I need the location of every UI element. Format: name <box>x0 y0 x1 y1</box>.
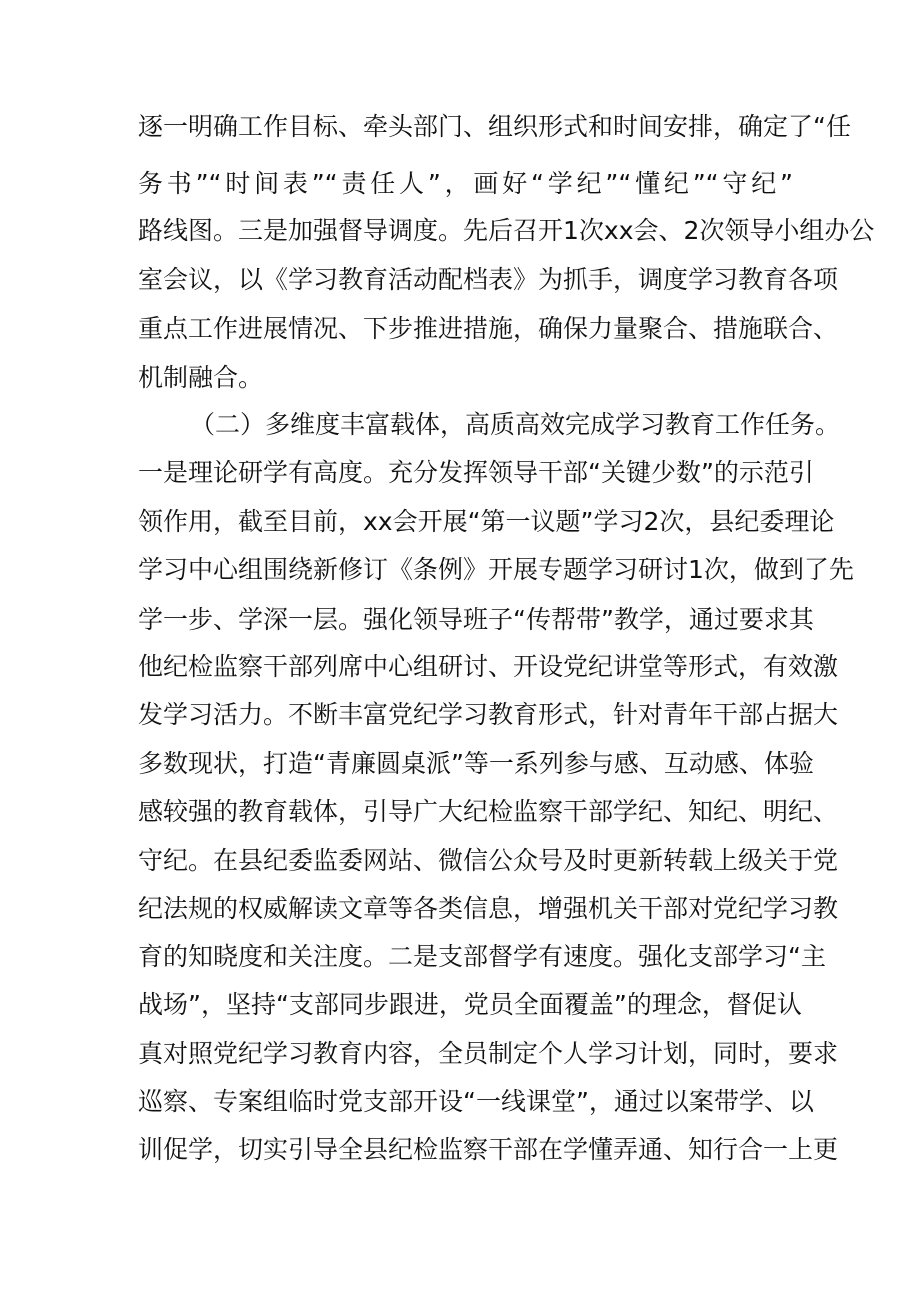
paragraph-line: 真对照党纪学习教育内容，全员制定个人学习计划，同时，要求 <box>138 1039 839 1068</box>
paragraph-line: 训促学，切实引导全县纪检监察干部在学懂弄通、知行合一上更 <box>138 1135 839 1164</box>
paragraph-line: 机制融合。 <box>138 363 264 392</box>
paragraph-line: 感较强的教育载体，引导广大纪检监察干部学纪、知纪、明纪、 <box>138 797 839 826</box>
paragraph-line: 学习中心组围绕新修订《条例》开展专题学习研讨1次，做到了先 <box>138 555 854 584</box>
paragraph-line: 多数现状，打造“青廉圆桌派”等一系列参与感、互动感、体验 <box>138 749 814 778</box>
paragraph-line: 他纪检监察干部列席中心组研讨、开设党纪讲堂等形式，有效激 <box>138 652 839 681</box>
paragraph-line: 重点工作进展情况、下步推进措施，确保力量聚合、措施联合、 <box>138 314 839 343</box>
paragraph-line: 路线图。三是加强督导调度。先后召开1次xx会、2次领导小组办公 <box>138 216 875 245</box>
paragraph-line: 一是理论研学有高度。充分发挥领导干部“关键少数”的示范引 <box>138 458 814 487</box>
paragraph-line: 巡察、专案组临时党支部开设“一线课堂”，通过以案带学、以 <box>138 1087 814 1116</box>
paragraph-line: 守纪。在县纪委监委网站、微信公众号及时更新转载上级关于党 <box>138 846 839 875</box>
paragraph-line: 战场”，坚持“支部同步跟进，党员全面覆盖”的理念，督促认 <box>138 990 802 1019</box>
paragraph-line: 学一步、学深一层。强化领导班子“传帮带”教学，通过要求其 <box>138 605 814 634</box>
paragraph-line: 务书”“时间表”“责任人”，画好“学纪”“懂纪”“守纪” <box>138 169 793 198</box>
section-heading: （二）多维度丰富载体，高质高效完成学习教育工作任务。 <box>190 410 841 439</box>
paragraph-line: 室会议，以《学习教育活动配档表》为抓手，调度学习教育各项 <box>138 265 839 294</box>
paragraph-line: 领作用，截至目前，xx会开展“第一议题”学习2次，县纪委理论 <box>138 507 835 536</box>
paragraph-line: 育的知晓度和关注度。二是支部督学有速度。强化支部学习“主 <box>138 942 826 971</box>
paragraph-line: 发学习活力。不断丰富党纪学习教育形式，针对青年干部占据大 <box>138 700 839 729</box>
paragraph-line: 纪法规的权威解读文章等各类信息，增强机关干部对党纪学习教 <box>138 894 839 923</box>
paragraph-line: 逐一明确工作目标、牵头部门、组织形式和时间安排，确定了“任 <box>138 112 851 141</box>
